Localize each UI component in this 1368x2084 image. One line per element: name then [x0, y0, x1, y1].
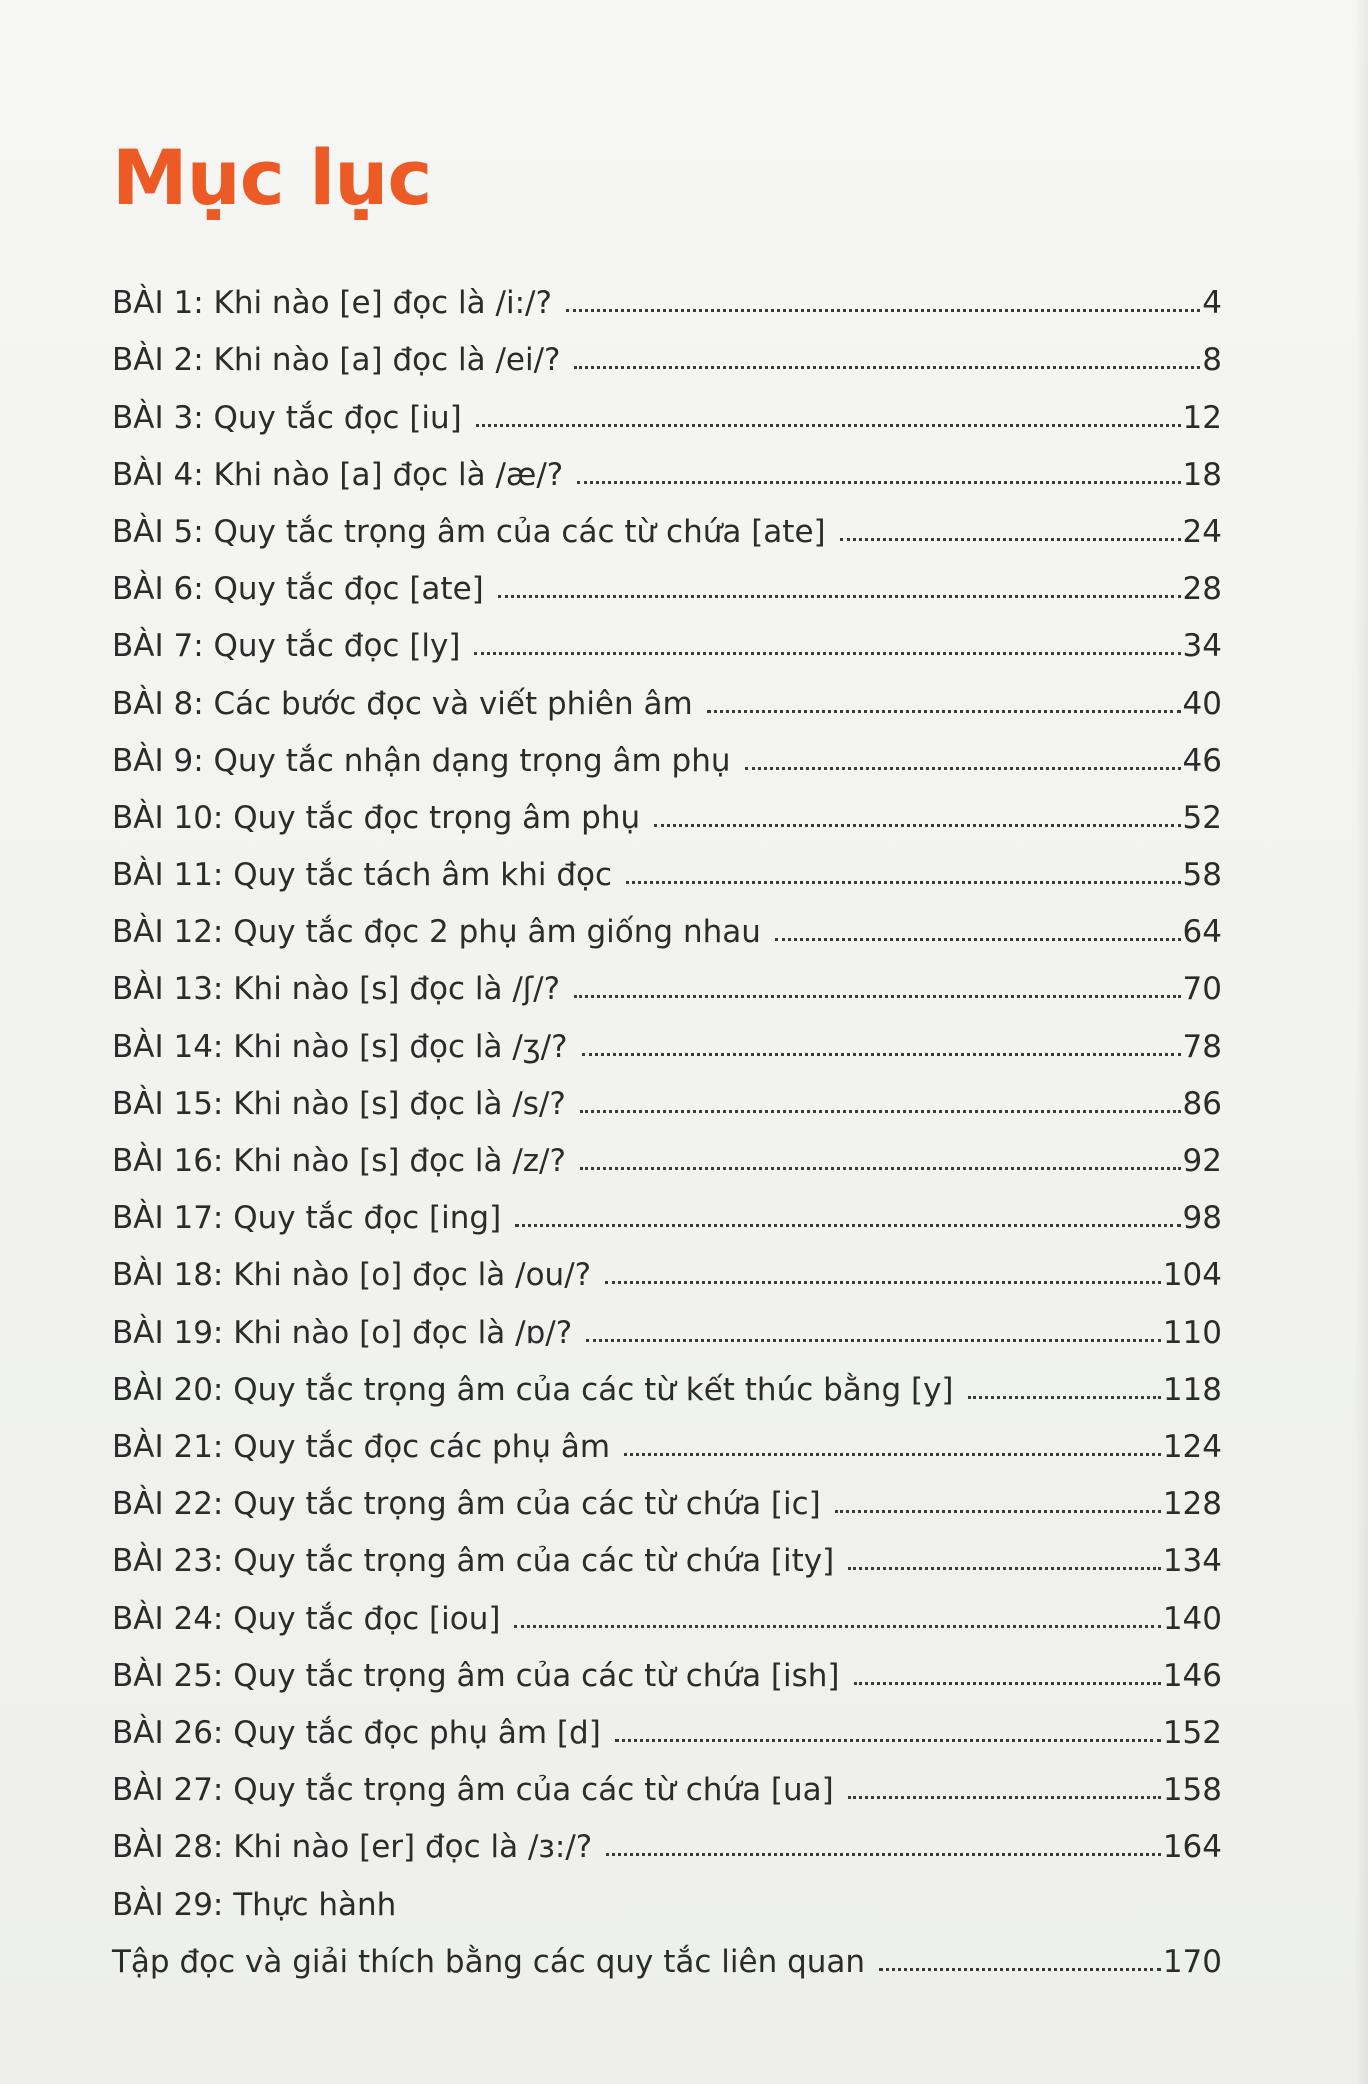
toc-entry-label: BÀI 17: Quy tắc đọc [ing] [112, 1200, 502, 1237]
toc-page-number: 158 [1162, 1772, 1222, 1809]
toc-page-number: 78 [1182, 1028, 1222, 1065]
toc-dot-leader [606, 1853, 1161, 1856]
toc-page-number: 92 [1182, 1143, 1222, 1179]
page-title: Mục lục [112, 133, 432, 222]
toc-entry-25 [112, 1635, 1222, 1692]
toc-page-number: 110 [1162, 1314, 1222, 1351]
toc-dot-leader [574, 366, 1200, 369]
toc-entry-label: BÀI 4: Khi nào [a] đọc là /æ/? [112, 456, 564, 493]
toc-dot-leader [854, 1682, 1161, 1685]
toc-dot-leader [515, 1224, 1180, 1227]
toc-entry-label: BÀI 28: Khi nào [er] đọc là /ɜ:/? [112, 1829, 593, 1866]
toc-dot-leader [580, 1110, 1181, 1113]
toc-entry-27 [112, 1749, 1222, 1809]
toc-entry-8 [112, 662, 1222, 722]
toc-dot-leader [476, 424, 1181, 427]
toc-entry [112, 1921, 1222, 1981]
toc-page-number: 28 [1182, 571, 1222, 608]
toc-page-number: 34 [1182, 628, 1222, 665]
toc-entry-9 [112, 720, 1222, 777]
toc-entry-label: BÀI 16: Khi nào [s] đọc là /z/? [112, 1143, 566, 1179]
toc-entry-label: BÀI 24: Quy tắc đọc [iou] [112, 1600, 501, 1637]
toc-entry-label: BÀI 14: Khi nào [s] đọc là /ʒ/? [112, 1028, 568, 1065]
toc-dot-leader [707, 710, 1181, 713]
toc-page-number: 18 [1182, 456, 1222, 493]
toc-entry-3 [112, 376, 1222, 436]
toc-entry-2 [112, 319, 1222, 379]
toc-dot-leader [577, 481, 1180, 484]
toc-entry-21 [112, 1406, 1222, 1463]
toc-entry-label: BÀI 26: Quy tắc đọc phụ âm [d] [112, 1714, 601, 1751]
toc-dot-leader [498, 595, 1181, 598]
toc-page-number: 64 [1182, 914, 1222, 951]
toc-dot-leader [514, 1625, 1160, 1628]
toc-dot-leader [775, 938, 1181, 941]
toc-dot-leader [582, 1053, 1181, 1056]
toc-page-number: 152 [1162, 1714, 1222, 1751]
toc-page-number: 146 [1162, 1657, 1222, 1694]
toc-page-number: 52 [1182, 799, 1222, 836]
toc-page-number: 118 [1162, 1371, 1222, 1408]
toc-entry-heading-label: BÀI 29: Thực hành [112, 1887, 397, 1924]
toc-entry-label: BÀI 7: Quy tắc đọc [ly] [112, 628, 461, 665]
toc-entry-23 [112, 1520, 1222, 1580]
toc-entry-28 [112, 1806, 1222, 1866]
toc-dot-leader [968, 1396, 1161, 1399]
toc-entry-label: BÀI 13: Khi nào [s] đọc là /ʃ/? [112, 971, 561, 1008]
toc-page-number: 8 [1202, 342, 1222, 379]
toc-entry-label: BÀI 6: Quy tắc đọc [ate] [112, 571, 484, 608]
toc-entry-label: BÀI 19: Khi nào [o] đọc là /ɒ/? [112, 1314, 573, 1351]
toc-entry-19 [112, 1291, 1222, 1351]
toc-entry-22 [112, 1463, 1222, 1523]
toc-entry-6 [112, 548, 1222, 608]
toc-dot-leader [654, 824, 1180, 827]
toc-entry-label: BÀI 21: Quy tắc đọc các phụ âm [112, 1428, 611, 1465]
toc-dot-leader [835, 1510, 1161, 1513]
toc-entry-label: BÀI 11: Quy tắc tách âm khi đọc [112, 857, 613, 894]
toc-page-number: 40 [1182, 685, 1222, 722]
toc-entry-26 [112, 1692, 1222, 1749]
toc-entry-16 [112, 1120, 1222, 1177]
toc-entry-label: BÀI 15: Khi nào [s] đọc là /s/? [112, 1085, 566, 1122]
toc-page-number: 134 [1162, 1543, 1222, 1580]
toc-entry-label: BÀI 22: Quy tắc trọng âm của các từ chứa [ic] [112, 1486, 821, 1523]
toc-dot-leader [848, 1567, 1161, 1570]
toc-entry-label: BÀI 1: Khi nào [e] đọc là /i:/? [112, 285, 552, 322]
toc-dot-leader [626, 881, 1181, 884]
toc-dot-leader [879, 1968, 1161, 1971]
toc-page-number: 98 [1182, 1200, 1222, 1237]
toc-page-number: 140 [1162, 1600, 1222, 1637]
toc-dot-leader [615, 1739, 1161, 1742]
toc-page-number: 170 [1162, 1944, 1222, 1981]
toc-entry-17 [112, 1177, 1222, 1237]
toc-page-number: 128 [1162, 1486, 1222, 1523]
toc-entry-12 [112, 891, 1222, 951]
toc-page-number: 86 [1182, 1085, 1222, 1122]
toc-dot-leader [745, 767, 1181, 770]
toc-page-number: 24 [1182, 513, 1222, 550]
toc-dot-leader [566, 309, 1200, 312]
toc-entry-label: BÀI 20: Quy tắc trọng âm của các từ kết thúc bằng [y] [112, 1371, 954, 1408]
toc-entry-18 [112, 1234, 1222, 1294]
toc-page-number: 4 [1202, 285, 1222, 322]
toc-entry-label: BÀI 12: Quy tắc đọc 2 phụ âm giống nhau [112, 914, 761, 951]
toc-entry-5 [112, 491, 1222, 548]
toc-entry-heading [112, 1864, 1222, 1924]
toc-dot-leader [848, 1796, 1161, 1799]
toc-page-number: 12 [1182, 399, 1222, 436]
toc-page-number: 70 [1182, 971, 1222, 1008]
toc-dot-leader [840, 538, 1181, 541]
toc-final-entry [112, 1864, 1222, 1981]
toc-entry-label: BÀI 2: Khi nào [a] đọc là /ei/? [112, 342, 561, 379]
toc-entry-4 [112, 434, 1222, 491]
toc-page-number: 104 [1162, 1257, 1222, 1294]
toc-entry-label: BÀI 23: Quy tắc trọng âm của các từ chứa [ity] [112, 1543, 835, 1580]
toc-dot-leader [474, 652, 1180, 655]
toc-entry-label: BÀI 18: Khi nào [o] đọc là /ou/? [112, 1257, 592, 1294]
toc-dot-leader [624, 1453, 1161, 1456]
toc-entry-label: BÀI 27: Quy tắc trọng âm của các từ chứa [ua] [112, 1772, 834, 1809]
toc-entry-label: BÀI 3: Quy tắc đọc [iu] [112, 399, 462, 436]
toc-entry-7 [112, 605, 1222, 665]
toc-entry-14 [112, 1005, 1222, 1065]
toc-page-number: 164 [1162, 1829, 1222, 1866]
toc-page-number: 124 [1162, 1428, 1222, 1465]
toc-entry-label: BÀI 9: Quy tắc nhận dạng trọng âm phụ [112, 742, 731, 779]
page-edge-shadow [1354, 0, 1368, 2084]
toc-entry-label: BÀI 5: Quy tắc trọng âm của các từ chứa [ate] [112, 513, 826, 550]
toc-entry-label: BÀI 25: Quy tắc trọng âm của các từ chứa [ish] [112, 1657, 840, 1694]
toc-dot-leader [574, 995, 1180, 998]
toc-entry-11 [112, 834, 1222, 894]
toc-page-number: 58 [1182, 857, 1222, 894]
toc-dot-leader [605, 1281, 1161, 1284]
toc-entry-15 [112, 1063, 1222, 1120]
toc-entry-label: BÀI 8: Các bước đọc và viết phiên âm [112, 685, 693, 722]
toc-entry-20 [112, 1349, 1222, 1406]
toc-entry-13 [112, 948, 1222, 1008]
toc-dot-leader [580, 1167, 1181, 1170]
toc-entry-label: BÀI 10: Quy tắc đọc trọng âm phụ [112, 799, 641, 836]
table-of-contents [112, 262, 1222, 1866]
toc-entry-1 [112, 262, 1222, 322]
toc-entry-24 [112, 1577, 1222, 1637]
toc-page-number: 46 [1182, 742, 1222, 779]
toc-entry-label: Tập đọc và giải thích bằng các quy tắc liên quan [112, 1944, 866, 1981]
toc-entry-10 [112, 777, 1222, 834]
toc-dot-leader [586, 1339, 1161, 1342]
